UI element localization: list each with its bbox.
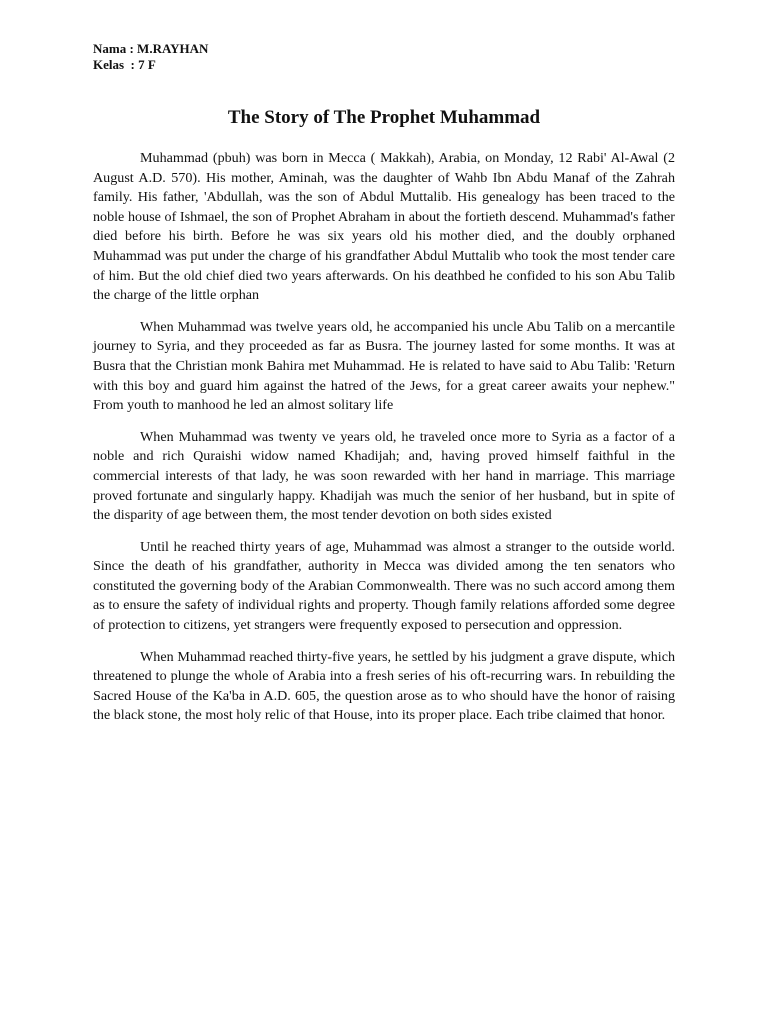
paragraph-black-stone: When Muhammad reached thirty-five years, he settled by his judgment a grave dispute, which threatened to plunge the whole of Arabia into a fresh series of his oft-recurring wars. In rebuilding the Sacred House of the Ka'ba in A.D. 605, the question arose as to who should have the honor of raising the black stone, the most holy relic of that House, into its proper place. Each tribe claimed that honor. [93,648,675,724]
paragraph-journey-syria: When Muhammad was twelve years old, he accompanied his uncle Abu Talib on a mercantile journey to Syria, and they proceeded as far as Busra. The journey lasted for some months. It was at Busra that the Christian monk Bahira met Muhammad. He is related to have said to Abu Talib: 'Return with this boy and guard him against the hatred of the Jews, for a great career awaits your nephew." From youth to manhood he led an almost solitary life [93,318,675,414]
paragraph-marriage: When Muhammad was twenty ve years old, he traveled once more to Syria as a factor of a noble and rich Quraishi widow named Khadijah; and, having proved himself faithful in the commercial interests of that lady, he was soon rewarded with her hand in marriage. This marriage proved fortunate and singularly happy. Khadijah was much the senior of her husband, but in spite of the disparity of age between them, the most tender devotion on both sides existed [93,428,675,524]
document-page [93,41,675,738]
student-name: Nama : M.RAYHAN [93,41,209,56]
student-class: Kelas : 7 F [93,57,156,72]
student-info [93,41,675,73]
paragraph-mecca-society: Until he reached thirty years of age, Muhammad was almost a stranger to the outside world. Since the death of his grandfather, authority in Mecca was divided among the ten senators who constituted the governing body of the Arabian Commonwealth. There was no such accord among them as to ensure the safety of individual rights and property. Though family relations afforded some degree of protection to citizens, yet strangers were frequently exposed to persecution and oppression. [93,538,675,634]
document-title: The Story of The Prophet Muhammad [227,107,541,128]
paragraph-birth: Muhammad (pbuh) was born in Mecca ( Makkah), Arabia, on Monday, 12 Rabi' Al-Awal (2 August A.D. 570). His mother, Aminah, was the daughter of Wahb Ibn Abdu Manaf of the Zahrah family. His father, 'Abdullah, was the son of Abdul Muttalib. His genealogy has been traced to the noble house of Ishmael, the son of Prophet Abraham in about the fortieth descend. Muhammad's father died before his birth. Before he was six years old his mother died, and the doubly orphaned Muhammad was put under the charge of his grandfather Abdul Muttalib who took the most tender care of him. But the old chief died two years afterwards. On his deathbed he confided to his son Abu Talib the charge of the little orphan [93,150,675,304]
